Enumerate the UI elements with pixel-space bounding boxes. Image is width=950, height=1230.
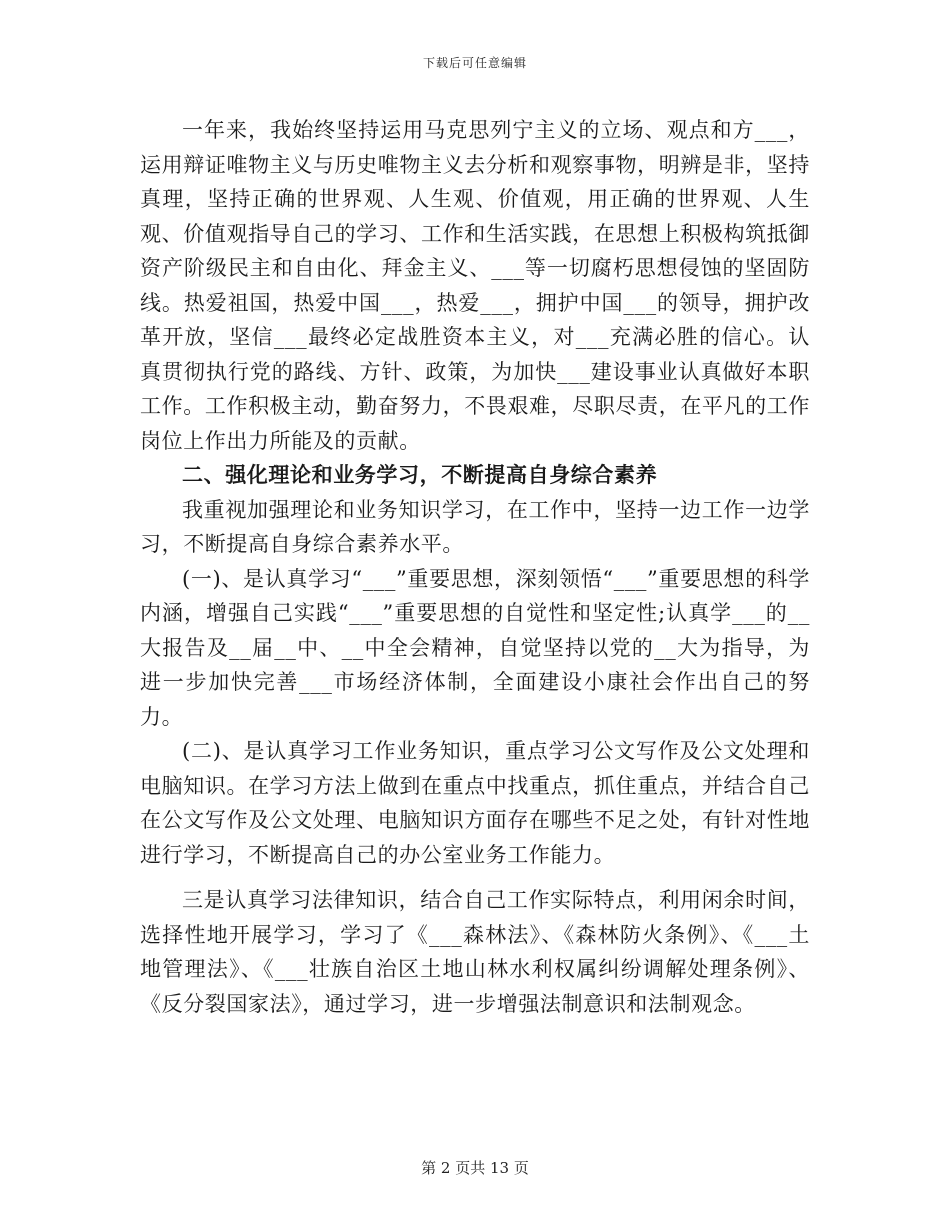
paragraph-study-intro: 我重视加强理论和业务知识学习，在工作中，坚持一边工作一边学习，不断提高自身综合素养水平。 [140,497,810,556]
paragraph-political-stance: 一年来，我始终坚持运用马克思列宁主义的立场、观点和方___，运用辩证唯物主义与历史唯物主义去分析和观察事物，明辨是非，坚持真理，坚持正确的世界观、人生观、价值观，用正确的世界观、人生观、价值观指导自己的学习、工作和生活实践，在思想上积极构筑抵御资产阶级民主和自由化、拜金主义、___等一切腐朽思想侵蚀的坚固防线。热爱祖国，热爱中国___，热爱___，拥护中国___的领导，拥护改革开放，坚信___最终必定战胜资本主义，对___充满必胜的信心。认真贯彻执行党的路线、方针、政策，为加快___建设事业认真做好本职工作。工作积极主动，勤奋努力，不畏艰难，尽职尽责，在平凡的工作岗位上作出力所能及的贡献。 [140,118,810,453]
paragraph-study-business: (二)、是认真学习工作业务知识，重点学习公文写作及公文处理和电脑知识。在学习方法上做到在重点中找重点，抓住重点，并结合自己在公文写作及公文处理、电脑知识方面存在哪些不足之处，有针对性地进行学习，不断提高自己的办公室业务工作能力。 [140,739,810,867]
paragraph-study-theory: (一)、是认真学习“___”重要思想，深刻领悟“___”重要思想的科学内涵，增强自己实践“___”重要思想的自觉性和坚定性;认真学___的__大报告及__届__中、__中全会精神，自觉坚持以党的__大为指导，为进一步加快完善___市场经济体制，全面建设小康社会作出自己的努力。 [140,566,810,729]
page-footer: 第 2 页共 13 页 [421,1159,529,1177]
paragraph-study-law: 三是认真学习法律知识，结合自己工作实际特点，利用闲余时间，选择性地开展学习，学习了《___森林法》、《森林防火条例》、《___土地管理法》、《___壮族自治区土地山林水利权属纠纷调解处理条例》、《反分裂国家法》，通过学习，进一步增强法制意识和法制观念。 [140,888,810,1016]
section-heading-2: 二、强化理论和业务学习，不断提高自身综合素养 [182,462,658,487]
document-body [140,113,810,1021]
page-header: 下载后可任意编辑 [422,56,527,70]
